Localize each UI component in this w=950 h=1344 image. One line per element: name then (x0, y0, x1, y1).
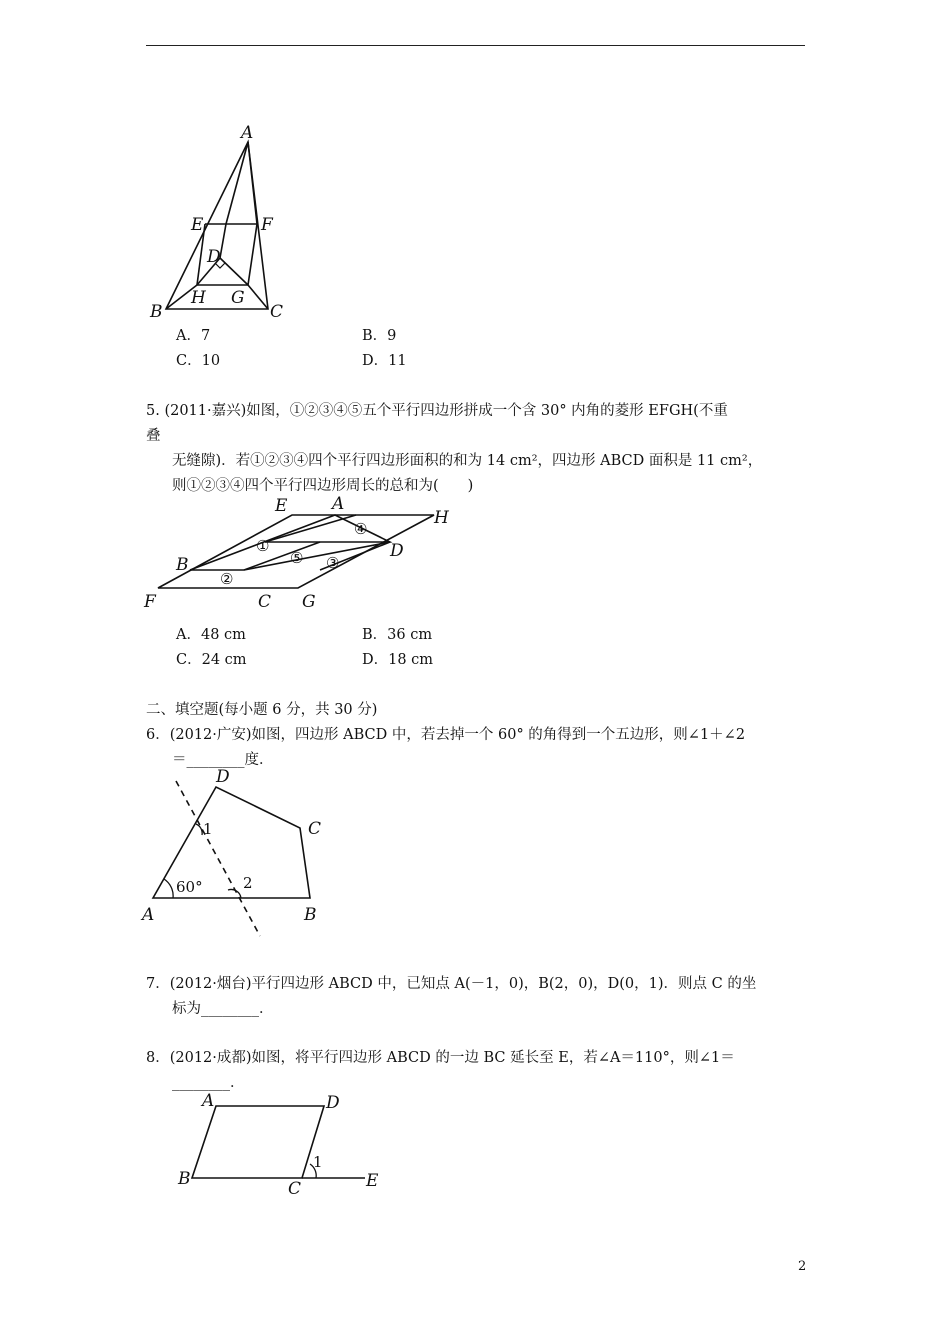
q4-figure (140, 120, 300, 325)
q5-option-a: A．48 cm (176, 627, 246, 643)
q8-angle-1: 1 (313, 1153, 323, 1171)
q4-label-f: F (261, 215, 273, 235)
q5-option-d: D．18 cm (362, 652, 434, 668)
q5-label-a: A (332, 494, 345, 514)
section-2-heading: 二、填空题(每小题 6 分，共 30 分) (146, 702, 378, 718)
q6-angle-1: 1 (203, 820, 213, 838)
q6-label-a: A (142, 905, 155, 925)
q6-label-b: B (304, 905, 317, 925)
q5-label-d: D (390, 541, 404, 561)
q4-label-a: A (241, 123, 254, 143)
q5-figure (140, 495, 470, 620)
q6-angle-60: 60° (176, 878, 203, 896)
q8-figure (170, 1090, 390, 1200)
q4-option-b: B．9 (362, 328, 397, 344)
q5-label-h: H (434, 508, 449, 528)
q5-region-1: ① (256, 537, 270, 555)
q6-figure (140, 766, 340, 941)
q5-label-b: B (176, 555, 189, 575)
q8-label-c: C (288, 1179, 302, 1199)
q5-line-1: 5. (2011·嘉兴)如图，①②③④⑤五个平行四边形拼成一个含 30° 内角的菱形 EFGH(不重 (146, 403, 728, 419)
q5-line-3: 则①②③④四个平行四边形周长的总和为( ) (172, 478, 474, 494)
q5-line-2: 无缝隙)．若①②③④四个平行四边形面积的和为 14 cm²，四边形 ABCD 面积是 11 cm²， (172, 453, 763, 469)
q6-label-d: D (216, 767, 230, 787)
q6-label-c: C (308, 819, 322, 839)
q8-label-a: A (202, 1091, 215, 1111)
q5-label-g: G (302, 592, 316, 612)
q4-label-d: D (207, 247, 221, 267)
q5-region-4: ④ (354, 520, 368, 538)
q5-region-5: ⑤ (290, 549, 304, 567)
q5-label-f: F (144, 592, 156, 612)
header-rule (146, 45, 805, 46)
q8-line-1: 8．(2012·成都)如图，将平行四边形 ABCD 的一边 BC 延长至 E，若∠A＝110°，则∠1＝ (146, 1050, 735, 1066)
q7-line-1: 7．(2012·烟台)平行四边形 ABCD 中，已知点 A(－1，0)，B(2，0)，D(0，1)．则点 C 的坐 (146, 976, 757, 992)
q4-label-h: H (191, 288, 206, 308)
q6-line-1: 6．(2012·广安)如图，四边形 ABCD 中，若去掉一个 60° 的角得到一个五边形，则∠1＋∠2 (146, 727, 746, 743)
q8-label-e: E (366, 1171, 379, 1191)
q5-option-c: C．24 cm (176, 652, 247, 668)
q4-label-c: C (270, 302, 284, 322)
q7-line-2: 标为________． (172, 1001, 274, 1017)
q5-label-e: E (275, 496, 288, 516)
q4-label-g: G (231, 288, 245, 308)
q6-angle-2: 2 (243, 874, 253, 892)
q5-line-1b: 叠 (146, 428, 161, 444)
page-number: 2 (798, 1259, 807, 1274)
q5-option-b: B．36 cm (362, 627, 433, 643)
q8-line-2: ________． (172, 1075, 245, 1091)
q4-label-e: E (191, 215, 204, 235)
q5-region-2: ② (220, 570, 234, 588)
q8-label-d: D (326, 1093, 340, 1113)
q5-label-c: C (258, 592, 272, 612)
q4-option-d: D．11 (362, 353, 407, 369)
q5-region-3: ③ (326, 554, 340, 572)
q8-label-b: B (178, 1169, 191, 1189)
q4-option-c: C．10 (176, 353, 221, 369)
q4-label-b: B (150, 302, 163, 322)
q6-line-2: ＝________度． (172, 752, 274, 768)
q4-option-a: A．7 (176, 328, 211, 344)
